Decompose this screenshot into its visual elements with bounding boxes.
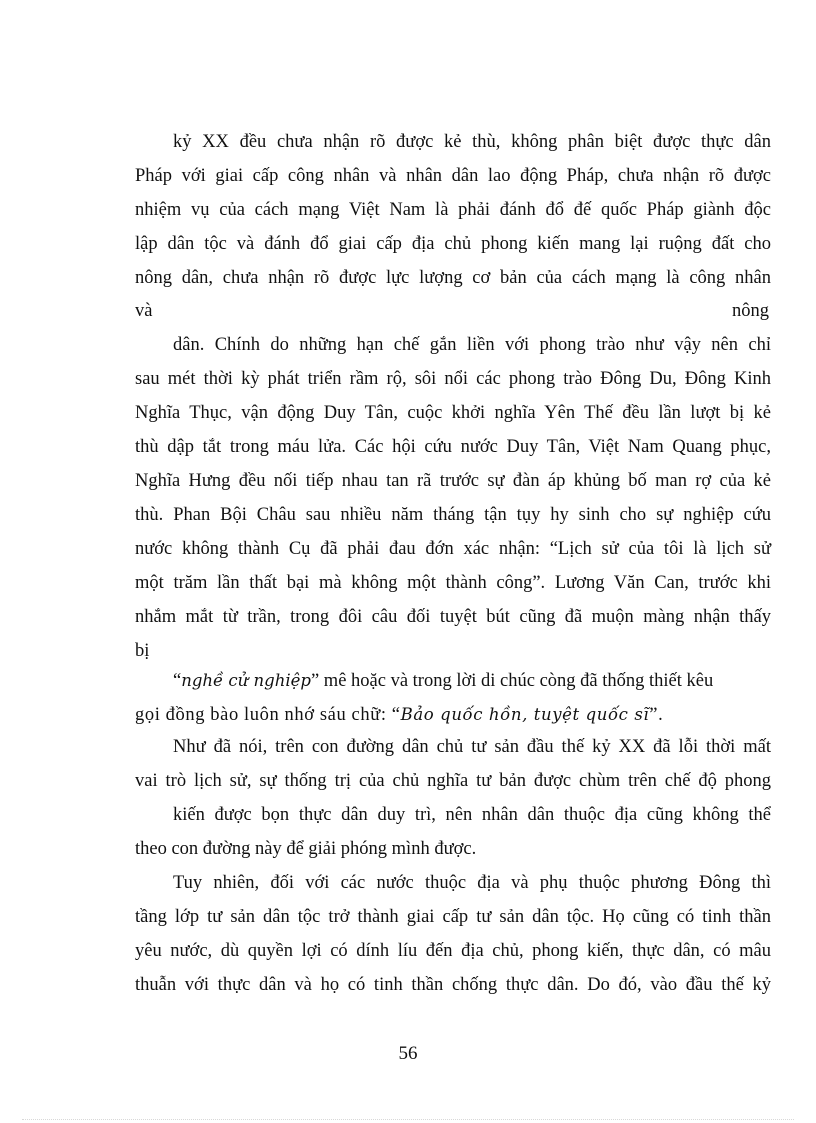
text-line: nhiệm vụ của cách mạng Việt Nam là phải đánh đổ đế quốc Pháp giành độc: [135, 200, 771, 220]
text-line-mixed: [135, 703, 771, 727]
page-bottom-divider: [22, 1119, 794, 1120]
text-line: thù. Phan Bội Châu sau nhiều năm tháng tận tụy hy sinh cho sự nghiệp cứu: [135, 505, 771, 525]
text-run: [135, 703, 663, 727]
text-line: kỷ XX đều chưa nhận rõ được kẻ thù, không phân biệt được thực dân: [173, 132, 771, 152]
quote-mark: “: [173, 671, 182, 691]
italic-phrase: nghề cử nghiệp: [181, 671, 311, 690]
page-number: 56: [398, 1043, 418, 1064]
text-line: thuẫn với thực dân và họ có tinh thần chống thực dân. Do đó, vào đầu thế kỷ: [135, 975, 771, 995]
text-line: vai trò lịch sử, sự thống trị của chủ nghĩa tư bản được chùm trên chế độ phong: [135, 771, 771, 791]
italic-phrase: Bảo quốc hồn, tuyệt quốc sĩ: [400, 705, 650, 724]
text-line: và: [135, 301, 153, 321]
text-line: nông: [732, 301, 769, 321]
text-line: Pháp với giai cấp công nhân và nhân dân lao động Pháp, chưa nhận rõ được: [135, 166, 771, 186]
text-line: Nghĩa Hưng đều nối tiếp nhau tan rã trước sự đàn áp khủng bố man rợ của kẻ: [135, 471, 771, 491]
quote-mark: ”.: [649, 705, 664, 725]
text-line: Như đã nói, trên con đường dân chủ tư sản đầu thế kỷ XX đã lỗi thời mất: [173, 737, 771, 757]
text-line: lập dân tộc và đánh đổ giai cấp địa chủ phong kiến mang lại ruộng đất cho: [135, 234, 771, 254]
text-line: nhắm mắt từ trần, trong đôi câu đối tuyệt bút cũng đã muộn màng nhận thấy: [135, 607, 771, 627]
text-line: theo con đường này để giải phóng mình được.: [135, 839, 477, 859]
text-line: yêu nước, dù quyền lợi có dính líu đến địa chủ, phong kiến, thực dân, có mâu: [135, 941, 771, 961]
text-line: tầng lớp tư sản dân tộc trở thành giai cấp tư sản dân tộc. Họ cũng có tinh thần: [135, 907, 771, 927]
text-line-mixed: [173, 669, 771, 693]
text-line: dân. Chính do những hạn chế gắn liền với phong trào như vậy nên chỉ: [173, 335, 771, 355]
text-run: gọi đồng bào luôn nhớ sáu chữ: “: [135, 705, 401, 725]
text-line: Tuy nhiên, đối với các nước thuộc địa và phụ thuộc phương Đông thì: [173, 873, 771, 893]
text-line: bị: [135, 641, 150, 661]
text-line: nước không thành Cụ đã phải đau đớn xác nhận: “Lịch sử của tôi là lịch sử: [135, 539, 771, 559]
text-run: ” mê hoặc và trong lời di chúc còng đã thống thiết kêu: [310, 671, 714, 691]
text-line: Nghĩa Thục, vận động Duy Tân, cuộc khởi nghĩa Yên Thế đều lần lượt bị kẻ: [135, 403, 771, 423]
text-line: một trăm lần thất bại mà không một thành công”. Lương Văn Can, trước khi: [135, 573, 771, 593]
text-line: kiến được bọn thực dân duy trì, nên nhân dân thuộc địa cũng không thể: [173, 805, 771, 825]
text-run: [173, 669, 713, 693]
text-line: nông dân, chưa nhận rõ được lực lượng cơ bản của cách mạng là công nhân: [135, 268, 771, 288]
text-line: thù dập tắt trong máu lửa. Các hội cứu nước Duy Tân, Việt Nam Quang phục,: [135, 437, 771, 457]
text-line: sau mét thời kỳ phát triển rầm rộ, sôi nổi các phong trào Đông Du, Đông Kinh: [135, 369, 771, 389]
